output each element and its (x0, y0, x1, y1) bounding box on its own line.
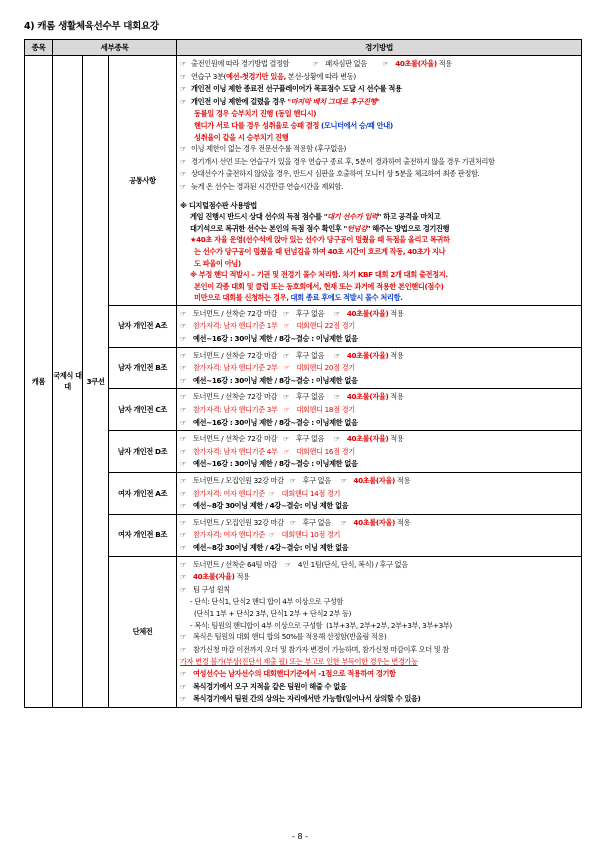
rule-line: ☞ 예선~8강 30이닝 제한 / 4강~결승: 이닝 제한 없음 (180, 501, 349, 511)
table-row-event (25, 389, 582, 431)
event-label: 남자 개인전 A조 (109, 305, 177, 347)
event-label: 여자 개인전 B조 (109, 514, 177, 556)
rule-line: ☞ 예선~16강 : 30이닝 제한 / 8강~결승 : 이닝제한 없음 (180, 375, 358, 385)
section-title: 4) 캐롬 생활체육선수부 대회요강 (24, 21, 159, 32)
team-label: 단체전 (109, 556, 177, 707)
rule-line: ☞ 토너먼트 / 모집인원 32강 마감 ☞ 후구 없음 ☞ 40초룰(자율) 적용 (180, 476, 411, 485)
table-row-team (25, 556, 582, 707)
event-rules (177, 514, 582, 556)
rule-line: ☞ 참가자격: 남자 핸디기준 3부 ☞ 대회핸디 18점 경기 (180, 405, 355, 415)
rule-line: ☞ 토너먼트 / 선착순 64팀 마감 ☞ 4인 1팀(단식, 단식, 복식) / 후구 없음 (180, 559, 408, 569)
rule-line: ☞ 참가자격: 남자 핸디기준 4부 ☞ 대회핸디 16점 경기 (180, 446, 355, 456)
rule-line: 대기석으로 복귀한 선수는 본인의 득점 점수 확인후 "턴넘김" 해주는 방법으로 경기진행 (190, 223, 450, 233)
table-row-event (25, 514, 582, 556)
rule-line: ☞ 토너먼트 / 모집인원 32강 마감 ☞ 후구 없음 ☞ 40초룰(자율) 적용 (180, 517, 411, 527)
rule-line: (단식1 1부 + 단식2 3부, 단식1 2부 + 단식2 2부 등) (194, 608, 352, 618)
rule-line: ☞ 복식은 팀원의 대회 핸디 합의 50%를 적용해 산정함(반올림 적용) (180, 632, 387, 642)
rule-line: ☞ 예선~16강 : 30이닝 제한 / 8강~결승 : 이닝제한 없음 (180, 459, 358, 469)
rule-line: 도 파울이 아님) (194, 258, 241, 268)
event-cell: 국제식 대대 (53, 56, 83, 708)
page-number: - 8 - (292, 832, 308, 841)
table-row-common (25, 56, 582, 306)
rule-line: 미만으로 대회를 신청하는 경우, 대회 종료 후에도 적발시 몰수 처리함. (194, 293, 403, 303)
sport-cell: 캐롬 (25, 56, 53, 708)
rule-line: ※ 디지털점수판 사용방법 (180, 200, 257, 210)
rule-line: 성취율이 같을 시 승부치기 진행 (194, 132, 289, 142)
rule-line: ☞ 여성선수는 남자선수의 대회핸디기준에서 -1점으로 적용하여 경기함 (180, 668, 396, 678)
rule-line: ☞ 토너먼트 / 선착순 72강 마감 ☞ 후구 없음 ☞ 40초룰(자율) 적용 (180, 434, 404, 444)
rule-line: ☞ 40초룰(자율) 적용 (180, 572, 250, 582)
cushion-cell: 3쿠션 (83, 56, 109, 708)
rule-line: ☞ 복식경기에서 오구 지적을 같은 팀원이 해줄 수 없음 (180, 681, 347, 691)
rule-line: ☞ 참가자격: 남자 핸디기준 2부 ☞ 대회핸디 20점 경기 (180, 363, 355, 373)
rule-line: ☞ 출전인원에 따라 경기방법 결정함 ☞ 패자심판 없음 ☞ 40초룰(자율) 적용 (180, 59, 452, 68)
event-label: 여자 개인전 A조 (109, 473, 177, 515)
rule-line: ☞ 늦게 온 선수는 경과된 시간만큼 연습시간을 제외함. (180, 181, 344, 191)
rule-line: - 단식: 단식1, 단식2 핸디 합이 4부 이상으로 구성함 (190, 597, 344, 607)
rule-line: ☞ 참가자격: 여자 핸디기준 ☞ 대회핸디 10점 경기 (180, 530, 341, 540)
rule-line: 게임 진행시 반드시 상대 선수의 득점 점수를 "대기 선수가 입력" 하고 공격을 마치고 (190, 212, 441, 222)
header-method: 경기방법 (177, 40, 582, 56)
rule-line: ☞ 개인전 이닝 제한에 걸렸을 경우 "마지막 배치 그대로 후구진행" (180, 96, 380, 106)
rule-line: - 복식: 팀원의 핸디합이 4부 이상으로 구성함 (1부+3부, 2부+2부, 2부+3부, 3부+3부) (190, 620, 452, 630)
event-rules (177, 473, 582, 515)
rule-line: ※ 부정 핸디 적발시 – 기권 및 전경기 몰수 처리함. 차기 KBF 대회 2개 대회 출전정지. (190, 270, 448, 280)
event-rules (177, 347, 582, 389)
rule-line: ☞ 토너먼트 / 선착순 72강 마감 ☞ 후구 없음 ☞ 40초룰(자율) 적용 (180, 392, 404, 402)
common-label: 공통사항 (109, 56, 177, 306)
rule-line: 동률일 경우 승부치기 진행 (동일 핸디시) (194, 109, 317, 119)
rule-line: 가자 변경 불가(부상(진단서 제출 필) 또는 부고로 인한 부득이한 경우는 변경가능 (180, 657, 418, 667)
rule-line: ☞ 예선~16강 : 30이닝 제한 / 8강~결승 : 이닝제한 없음 (180, 334, 358, 344)
competition-table (24, 39, 582, 708)
rule-line: 본인이 각종 대회 및 클럽 또는 동호회에서, 현재 또는 과거에 적용한 본인핸디(점수) (194, 281, 444, 291)
event-rules (177, 431, 582, 473)
rule-line: ☞ 참가신청 마감 이전까지 오더 및 참가자 변경이 가능하며, 참가신청 마감이후 오더 및 참 (180, 644, 449, 654)
event-rules (177, 389, 582, 431)
rule-line: ☞ 복식경기에서 팀원 간의 상의는 자리에서만 가능함(일어나서 상의할 수 있음) (180, 694, 421, 704)
rule-line: ☞ 예선~8강 30이닝 제한 / 4강~결승: 이닝 제한 없음 (180, 542, 349, 552)
header-sport: 종목 (25, 40, 53, 56)
rule-line: 는 선수가 당구공이 멈췄을 때 턴넘김을 하여 40초 시간이 흐르게 작동, 40초가 지나 (194, 246, 446, 256)
table-row-event (25, 347, 582, 389)
rule-line: ☞ 참가자격: 여자 핸디기준 ☞ 대회핸디 14점 경기 (180, 488, 341, 498)
rule-line: ☞ 상대선수가 출전하지 않았을 경우, 반드시 심판을 호출하여 모니터 상 5분을 체크하여 최종 판정함. (180, 169, 480, 179)
header-detail: 세부종목 (53, 40, 177, 56)
table-row-event (25, 305, 582, 347)
event-label: 남자 개인전 C조 (109, 389, 177, 431)
rule-line: ★40초 자율 운영(선수석에 앉아 있는 선수가 당구공이 멈췄을 때 득점을 올리고 복귀하 (190, 235, 450, 245)
rule-line: ☞ 토너먼트 / 선착순 72강 마감 ☞ 후구 없음 ☞ 40초룰(자율) 적용 (180, 350, 404, 360)
common-rules (177, 56, 582, 306)
rule-line: ☞ 개인전 이닝 제한 종료전 선구플레이어가 목표점수 도달 시 선수룰 적용 (180, 84, 402, 94)
rule-line: ☞ 토너먼트 / 선착순 72강 마감 ☞ 후구 없음 ☞ 40초룰(자율) 적용 (180, 308, 404, 318)
rule-line: ☞ 팀 구성 원칙 (180, 584, 230, 594)
team-rules (177, 556, 582, 707)
rule-line: ☞ 이닝 제한이 없는 경우 전문선수룰 적용함 (후구없음) (180, 144, 347, 154)
rule-line: ☞ 참가자격: 남자 핸디기준 1부 ☞ 대회핸디 22점 경기 (180, 321, 355, 331)
rule-line: 핸디가 서로 다를 경우 성취율로 승패 결정 (모니터에서 승/패 안내) (194, 120, 393, 130)
table-row-event (25, 431, 582, 473)
event-label: 남자 개인전 B조 (109, 347, 177, 389)
rule-line: ☞ 연습구 3분(예선-첫경기만 있음, 본선-상황에 따라 변동) (180, 71, 356, 81)
rule-line: ☞ 경기개시 선언 또는 연습구가 있을 경우 연습구 종료 후, 5분이 경과하여 출전하지 않을 경우 기권처리함 (180, 156, 495, 166)
event-label: 남자 개인전 D조 (109, 431, 177, 473)
event-rules (177, 305, 582, 347)
table-header-row (25, 40, 582, 56)
rule-line: ☞ 예선~16강 : 30이닝 제한 / 8강~결승 : 이닝제한 없음 (180, 417, 358, 427)
table-row-event (25, 473, 582, 515)
